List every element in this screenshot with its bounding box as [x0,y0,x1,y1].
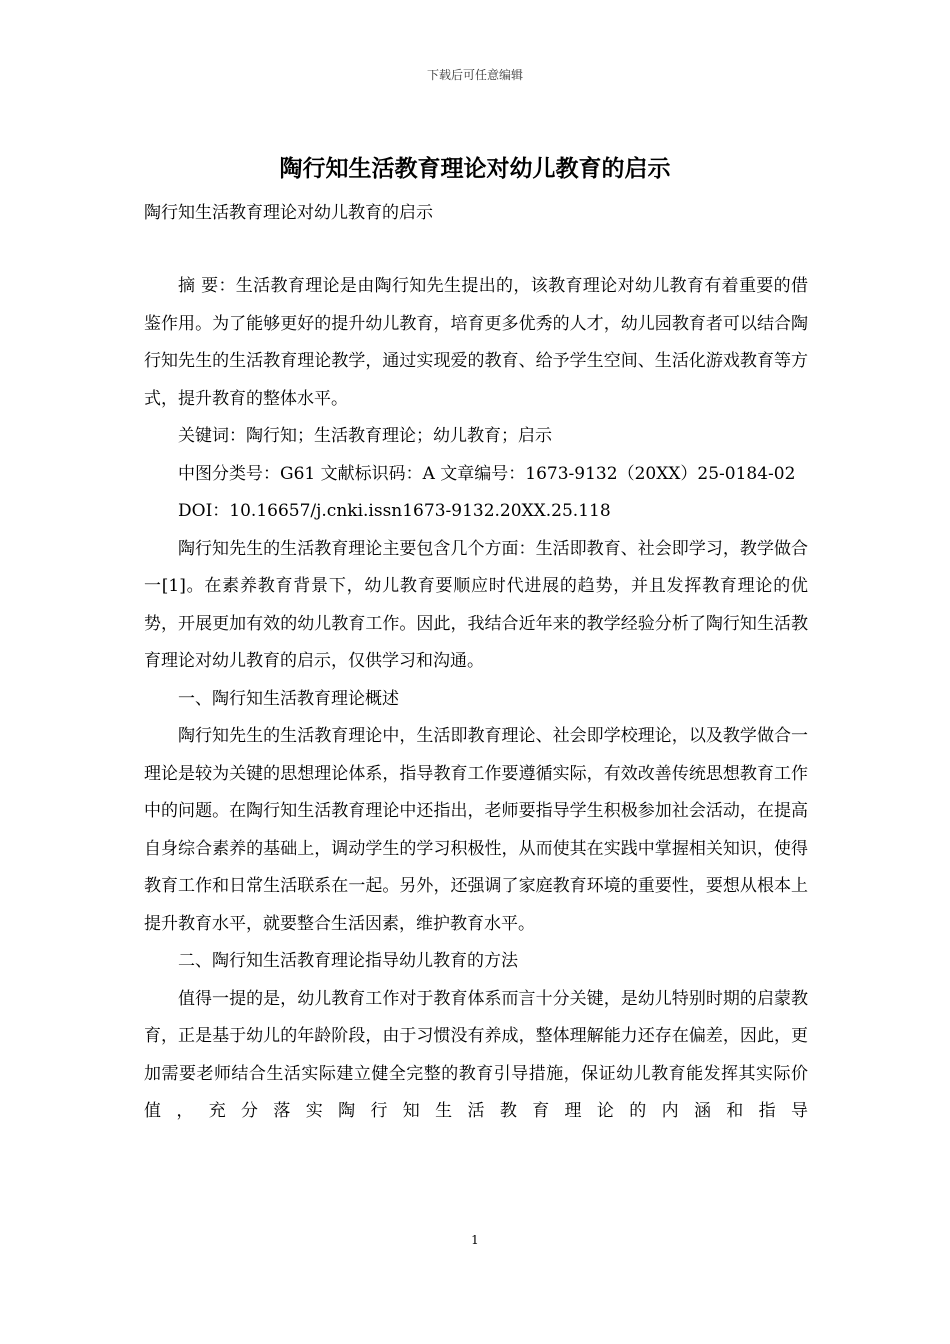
document-subtitle: 陶行知生活教育理论对幼儿教育的启示 [144,203,433,223]
section-heading-1: 一、陶行知生活教育理论概述 [178,688,399,709]
header-note: 下载后可任意编辑 [426,68,523,82]
section-heading-2: 二、陶行知生活教育理论指导幼儿教育的方法 [178,951,518,971]
keywords-paragraph: 关键词：陶行知；生活教育理论；幼儿教育；启示 [178,426,552,446]
document-body [144,268,808,1131]
page-number: 1 [471,1233,479,1247]
document-title: 陶行知生活教育理论对幼儿教育的启示 [279,155,671,182]
intro-paragraph: 陶行知先生的生活教育理论主要包含几个方面：生活即教育、社会即学习，教学做合一[1]。在素养教育背景下，幼儿教育要顺应时代进展的趋势，并且发挥教育理论的优势，开展更加有效的幼儿教育工作。因此，我结合近年来的教学经验分析了陶行知生活教育理论对幼儿教育的启示，仅供学习和沟通。 [144,538,808,671]
abstract-paragraph: 摘 要：生活教育理论是由陶行知先生提出的，该教育理论对幼儿教育有着重要的借鉴作用。为了能够更好的提升幼儿教育，培育更多优秀的人才，幼儿园教育者可以结合陶行知先生的生活教育理论教学，通过实现爱的教育、给予学生空间、生活化游戏教育等方式，提升教育的整体水平。 [144,276,808,409]
section-2-paragraph: 值得一提的是，幼儿教育工作对于教育体系而言十分关键，是幼儿特别时期的启蒙教育，正是基于幼儿的年龄阶段，由于习惯没有养成，整体理解能力还存在偏差，因此，更加需要老师结合生活实际建立健全完整的教育引导措施，保证幼儿教育能发挥其实际价值，充分落实陶行知生活教育理论的内涵和指导 [144,988,808,1121]
section-1-paragraph: 陶行知先生的生活教育理论中，生活即教育理论、社会即学校理论，以及教学做合一理论是较为关键的思想理论体系，指导教育工作要遵循实际，有效改善传统思想教育工作中的问题。在陶行知生活教育理论中还指出，老师要指导学生积极参加社会活动，在提高自身综合素养的基础上，调动学生的学习积极性，从而使其在实践中掌握相关知识，使得教育工作和日常生活联系在一起。另外，还强调了家庭教育环境的重要性，要想从根本上提升教育水平，就要整合生活因素，维护教育水平。 [144,726,808,934]
doi-paragraph: DOI：10.16657/j.cnki.issn1673-9132.20XX.25.118 [178,501,611,521]
classification-paragraph: 中图分类号：G61 文献标识码：A 文章编号：1673-9132（20XX）25-0184-02 [178,463,796,484]
